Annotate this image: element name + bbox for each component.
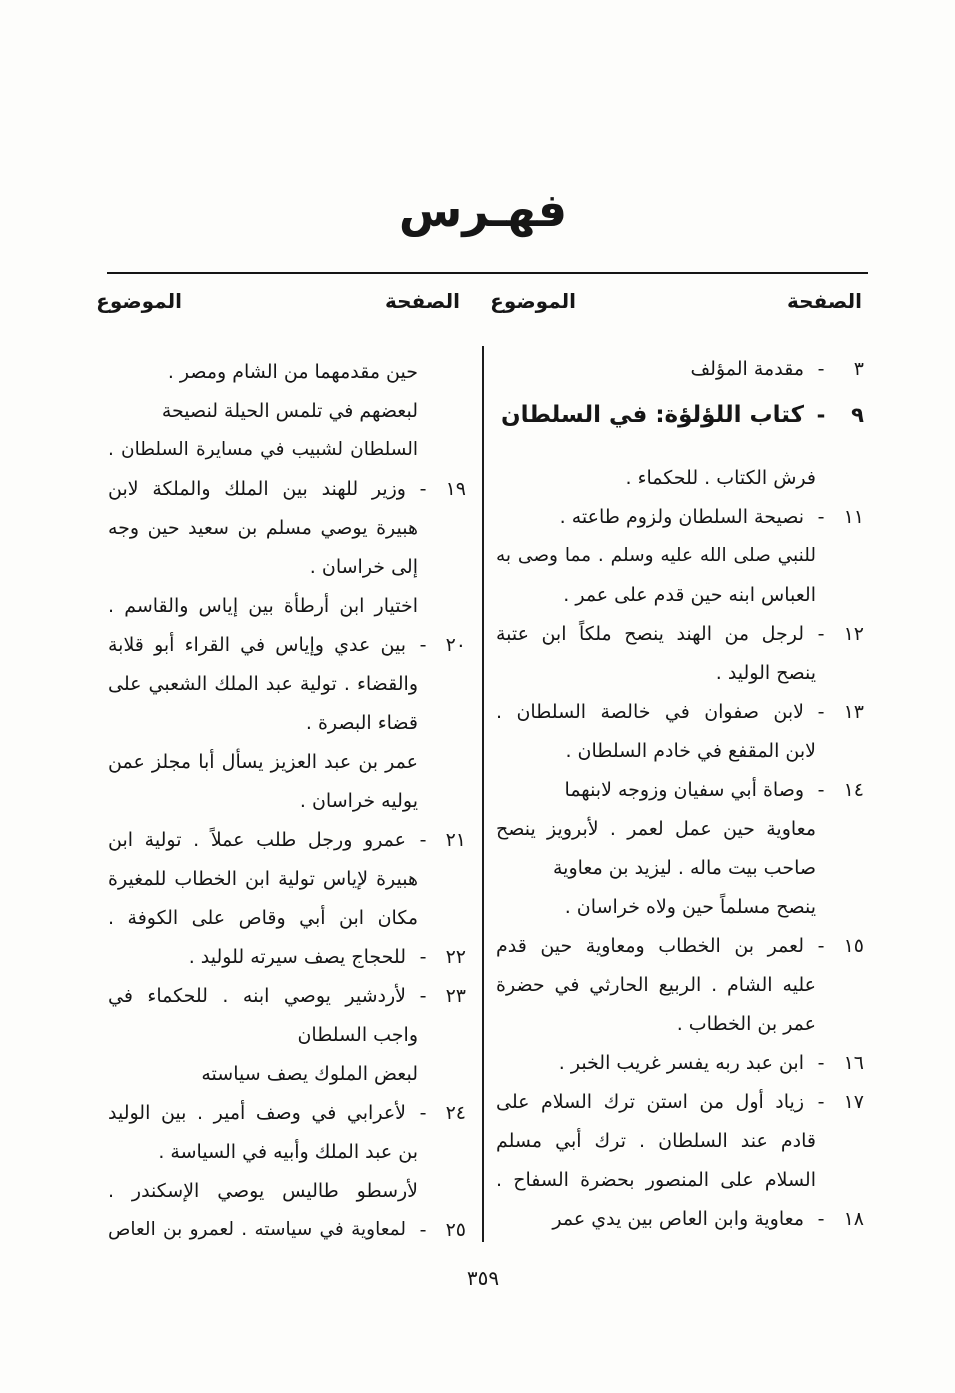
entry-text-content: عليه الشام . الربيع الحارثي في حضرة (496, 973, 816, 996)
entry-page-number: ٢٤ (445, 1101, 466, 1124)
entry-text-content: السلطان لشبيب في مسايرة السلطان . (108, 439, 418, 460)
entry-text (108, 478, 406, 500)
entry-page-number: ٢١ (445, 828, 466, 851)
entry-text (108, 1141, 418, 1163)
entry-text-content: هبيرة لإياس تولية ابن الخطاب للمغيرة (108, 867, 418, 890)
index-entry-continuation (108, 586, 470, 625)
entry-text-content: بن عبد الملك وأبيه في السياسة . (158, 1140, 418, 1163)
entry-text-content: هبيرة يوصي مسلم بن سعيد حين وجه (108, 516, 418, 539)
entry-text (496, 779, 804, 801)
entry-text-content: معاوية وابن العاص بين يدي عمر (552, 1207, 804, 1230)
entry-text (496, 1169, 816, 1191)
entry-text-content: يوليه خراسان . (299, 789, 418, 812)
entry-text-content: بين عدي وإياس في القراء أبو قلابة (108, 633, 406, 656)
entry-text (108, 1102, 406, 1124)
entry-page-number: ٢٢ (445, 945, 466, 968)
index-entry-continuation (108, 508, 470, 547)
entry-page-number: ١١ (843, 505, 864, 528)
index-entry (496, 497, 868, 536)
entry-text-content: كتاب اللؤلؤة: في السلطان (500, 402, 804, 428)
entry-text (108, 1063, 418, 1085)
entry-separator: - (817, 357, 825, 380)
index-entry (108, 469, 470, 508)
entry-text-content: لابن المقفع في خادم السلطان . (565, 739, 816, 762)
entry-separator: - (817, 934, 825, 957)
entry-text (108, 517, 418, 539)
entry-text-content: السلام على المنصور بحضرة السفاح . (496, 1168, 816, 1191)
page-title: فهـرس (398, 183, 568, 237)
entry-text (108, 751, 418, 773)
index-entry (496, 692, 868, 731)
index-entry-continuation (108, 430, 470, 469)
entry-separator: - (817, 1051, 825, 1074)
index-entry-continuation (108, 859, 470, 898)
entry-text (496, 1130, 816, 1152)
entry-text (496, 467, 816, 489)
index-entry (496, 926, 868, 965)
index-entry-continuation (108, 1054, 470, 1093)
index-entry-continuation (496, 653, 868, 692)
entry-text (108, 1024, 418, 1046)
entry-text-content: معاوية حين عمل لعمر . لأبرويز ينصح (496, 817, 816, 840)
index-entry-continuation (496, 848, 868, 887)
entry-text-content: لبعض الملوك يصف سياسته (201, 1062, 418, 1085)
entry-text-content: العباس ابنه حين قدم على عمر . (563, 583, 816, 606)
entry-text (108, 712, 418, 734)
entry-text-content: وزير للهند بين الملك والملكة لابن (108, 477, 406, 500)
entry-text-content: مقدمة المؤلف (690, 357, 804, 380)
entry-text-content: عمرو ورجل طلب عملاً . تولية ابن (108, 828, 406, 851)
entry-text-content: لمعاوية في سياسته . لعمرو بن العاص (108, 1219, 406, 1240)
entry-page-number: ١٦ (843, 1051, 864, 1074)
entry-text (496, 818, 816, 840)
section-heading (496, 388, 868, 442)
entry-text (108, 868, 418, 890)
index-entry (496, 1043, 868, 1082)
entry-page-number: ٢٥ (445, 1218, 466, 1241)
index-column-right (496, 349, 868, 1238)
entry-text (496, 545, 816, 566)
index-entry-continuation (496, 575, 868, 614)
entry-text (108, 595, 418, 617)
entry-text-content: لأرسطو طاليس يوصي الإسكندر . (108, 1179, 418, 1202)
entry-text-content: صاحب بيت ماله . ليزيد بن معاوية (552, 856, 816, 879)
entry-text-content: مكان ابن أبي وقاص على الكوفة . (108, 906, 418, 929)
column-header-page: الصفحة (786, 289, 862, 313)
index-entry (496, 1199, 868, 1238)
entry-text (108, 634, 406, 656)
index-entry (496, 349, 868, 388)
entry-text (496, 740, 816, 762)
index-entry (496, 614, 868, 653)
entry-page-number: ٢٣ (445, 984, 466, 1007)
entry-separator: - (419, 1218, 427, 1241)
entry-separator: - (817, 1090, 825, 1113)
index-entry-continuation (108, 742, 470, 781)
index-entry-continuation (108, 1171, 470, 1210)
entry-text-content: إلى خراسان . (309, 555, 418, 578)
index-entry-continuation (108, 391, 470, 430)
entry-text-content: ينصح مسلماً حين ولاه خراسان . (564, 895, 816, 918)
entry-text-content: لبعضهم في تلمس الحيلة لنصيحة (161, 399, 418, 422)
entry-text-content: زياد أول من استن ترك السلام على (496, 1090, 804, 1113)
entry-separator: - (817, 505, 825, 528)
entry-text-content: نصيحة السلطان ولزوم طاعته . (559, 505, 804, 528)
index-entry-continuation (108, 703, 470, 742)
entry-separator: - (419, 633, 427, 656)
index-entry-continuation (496, 1160, 868, 1199)
entry-text-content: لابن صفوان في خالصة السلطان . (496, 700, 804, 723)
entry-text-content: اختيار ابن أرطأة بين إياس والقاسم . (108, 594, 418, 617)
entry-text-content: لأردشير يوصي ابنه . للحكماء في (108, 984, 406, 1007)
entry-text (496, 857, 816, 879)
entry-text-content: لعمر بن الخطاب ومعاوية حين قدم (496, 934, 804, 957)
entry-separator: - (817, 622, 825, 645)
index-entry-continuation (108, 1015, 470, 1054)
entry-text (496, 974, 816, 996)
entry-text (108, 1180, 418, 1202)
entry-text (496, 358, 804, 380)
entry-page-number: ١٣ (843, 700, 864, 723)
entry-text (108, 673, 418, 695)
entry-separator: - (419, 828, 427, 851)
entry-separator: - (419, 984, 427, 1007)
index-entry (108, 1093, 470, 1132)
entry-text (496, 402, 804, 428)
entry-text-content: وصاة أبي سفيان وزوجه لابنهما (564, 778, 804, 801)
entry-page-number: ٢٠ (445, 633, 466, 656)
index-entry-continuation (108, 1132, 470, 1171)
entry-page-number: ١٩ (445, 477, 466, 500)
entry-page-number: ٩ (851, 403, 864, 427)
entry-text-content: ينصح الوليد . (715, 661, 816, 684)
entry-text-content: والقضاء . تولية عبد الملك الشعبي على (108, 672, 418, 695)
entry-text-content: حين مقدمهما من الشام ومصر . (167, 360, 418, 383)
column-header-page: الصفحة (384, 289, 460, 313)
entry-text-content: لرجل من الهند ينصح ملكاً ابن عتبة (496, 622, 804, 645)
entry-text-content: عمر بن عبد العزيز يسأل أبا مجلز عمن (108, 750, 418, 773)
index-entry (108, 1210, 470, 1249)
index-entry-continuation (108, 547, 470, 586)
index-entry (108, 625, 470, 664)
entry-page-number: ١٢ (843, 622, 864, 645)
index-entry (108, 820, 470, 859)
index-entry-continuation (496, 458, 868, 497)
entry-text (108, 556, 418, 578)
entry-text (108, 361, 418, 383)
entry-text-content: للنبي صلى الله عليه وسلم . مما وصى به (496, 545, 816, 566)
entry-text-content: قضاء البصرة . (305, 711, 418, 734)
entry-text (496, 506, 804, 528)
entry-text (496, 1091, 804, 1113)
entry-text-content: واجب السلطان (297, 1023, 418, 1046)
entry-text (108, 829, 406, 851)
entry-page-number: ٣ (853, 357, 864, 380)
entry-separator: - (419, 477, 427, 500)
index-entry-continuation (496, 809, 868, 848)
index-entry-continuation (496, 731, 868, 770)
entry-text (496, 935, 804, 957)
entry-separator: - (817, 778, 825, 801)
entry-page-number: ١٨ (843, 1207, 864, 1230)
entry-text (108, 439, 418, 460)
entry-text (496, 1013, 816, 1035)
entry-separator: - (419, 1101, 427, 1124)
index-entry (108, 976, 470, 1015)
column-header-topic: الموضوع (96, 289, 182, 313)
entry-text (108, 946, 406, 968)
entry-page-number: ١٥ (843, 934, 864, 957)
index-entry-continuation (496, 887, 868, 926)
index-entry (108, 937, 470, 976)
index-entry-continuation (496, 965, 868, 1004)
entry-page-number: ١٤ (843, 778, 864, 801)
entry-text-content: لأعرابي في وصف أمير . بين الوليد (108, 1101, 406, 1124)
entry-text (496, 1052, 804, 1074)
index-entry-continuation (496, 1004, 868, 1043)
entry-text-content: ابن عبد ربه يفسر غريب الخبر . (558, 1051, 804, 1074)
entry-text (496, 701, 804, 723)
entry-separator: - (817, 1207, 825, 1230)
index-entry-continuation (108, 664, 470, 703)
entry-text (108, 907, 418, 929)
index-entry-continuation (108, 898, 470, 937)
entry-text-content: عمر بن الخطاب . (676, 1012, 816, 1035)
entry-text (496, 623, 804, 645)
entry-separator: - (419, 945, 427, 968)
index-entry-continuation (108, 781, 470, 820)
index-column-left (108, 352, 470, 1249)
entry-text (496, 896, 816, 918)
column-header-topic: الموضوع (490, 289, 576, 313)
entry-text (108, 1219, 406, 1240)
index-entry (496, 1082, 868, 1121)
entry-text (108, 790, 418, 812)
header-rule (107, 272, 868, 274)
column-divider (482, 346, 484, 1242)
entry-text-content: قادم عند السلطان . ترك أبي مسلم (496, 1129, 816, 1152)
index-entry-continuation (496, 536, 868, 575)
index-entry-continuation (108, 352, 470, 391)
entry-text-content: للحجاج يصف سيرته للوليد . (188, 945, 406, 968)
entry-text (108, 985, 406, 1007)
entry-text (496, 662, 816, 684)
entry-text (108, 400, 418, 422)
index-entry (496, 770, 868, 809)
entry-text (496, 1208, 804, 1230)
entry-text (496, 584, 816, 606)
page-number: ٣٥٩ (466, 1266, 500, 1290)
index-entry-continuation (496, 1121, 868, 1160)
entry-separator: - (817, 700, 825, 723)
entry-page-number: ١٧ (843, 1090, 864, 1113)
entry-separator: - (816, 403, 826, 427)
entry-text-content: فرش الكتاب . للحكماء . (625, 466, 816, 489)
